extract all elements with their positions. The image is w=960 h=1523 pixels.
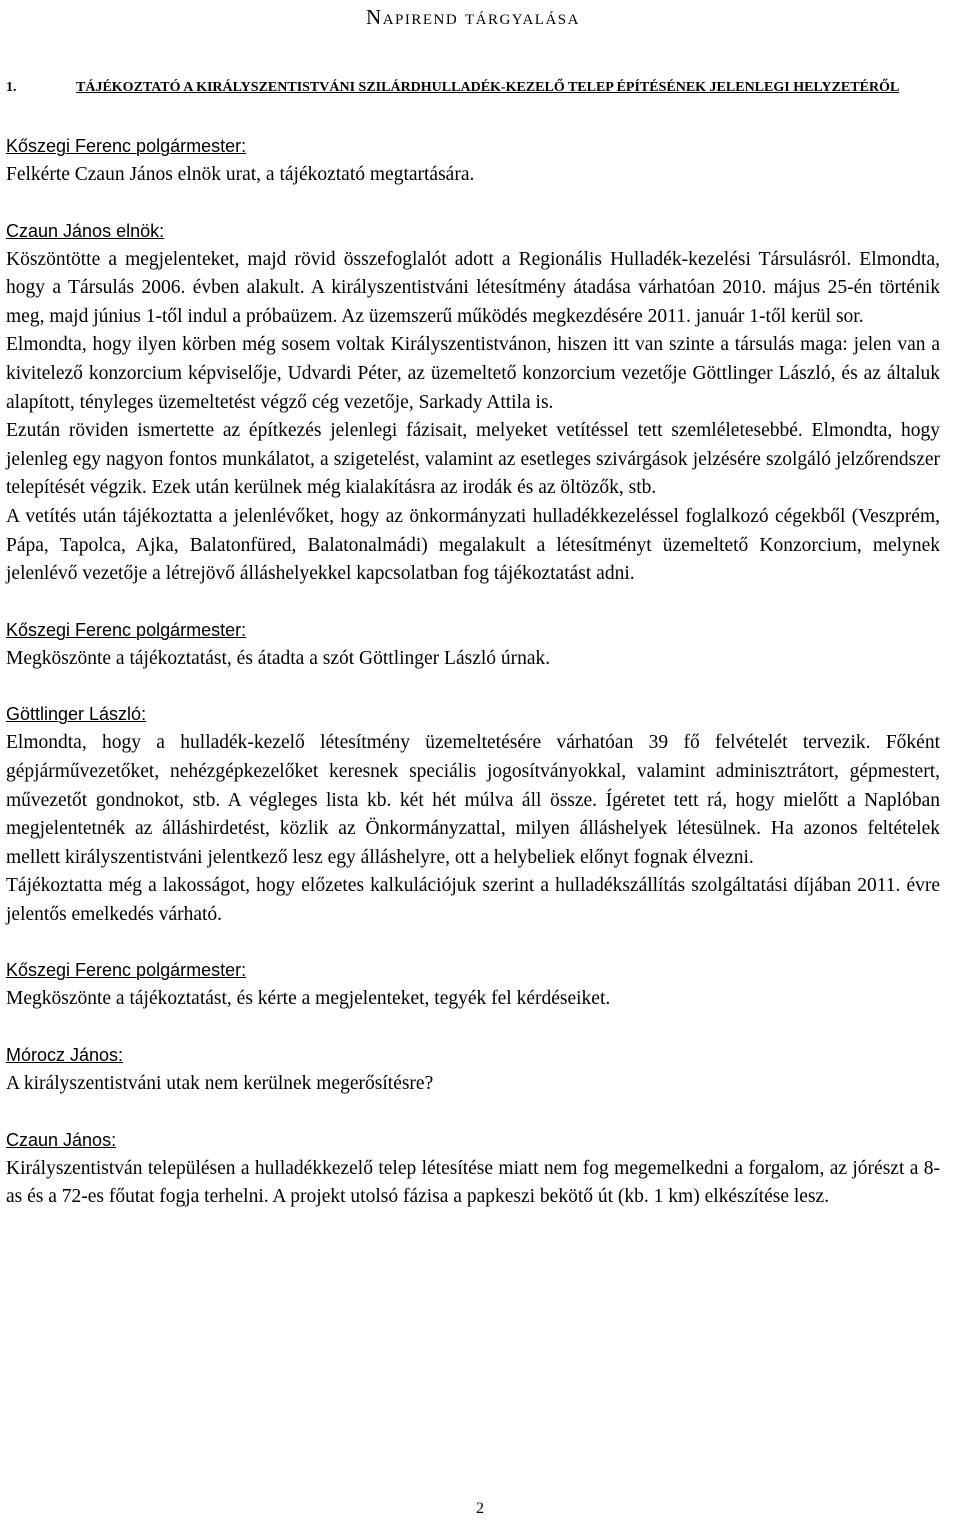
speaker-name: Kőszegi Ferenc polgármester:: [6, 960, 247, 981]
document-page: [6, 0, 940, 1212]
speaker-name: Kőszegi Ferenc polgármester:: [6, 136, 247, 156]
speaker-section: [6, 956, 940, 1014]
speech-paragraph: Ezután röviden ismertette az építkezés jelenlegi fázisait, melyeket vetítéssel tett szemléletesebbé. Elmondta, hogy jelenleg egy nagyon fontos munkálatot, a szigetelést, valamint az esetleges szivárgások jelzésére szolgáló jelzőrendszer telepítését végzik. Ezek után kerülnek még kialakításra az irodák és az öltözők, stb.: [6, 420, 940, 499]
speech-paragraph: Tájékoztatta még a lakosságot, hogy előzetes kalkulációjuk szerint a hulladékszállítás szolgáltatási díjában 2011. évre jelentős emelkedés várható.: [6, 875, 940, 925]
document-title: Napirend tárgyalása: [366, 5, 580, 29]
speaker-name: Czaun János:: [6, 1129, 117, 1150]
speaker-section: [6, 217, 940, 589]
speech-paragraph: Megköszönte a tájékoztatást, és kérte a megjelenteket, tegyék fel kérdéseiket.: [6, 988, 611, 1010]
speaker-section: [6, 616, 940, 674]
speaker-section: [6, 1041, 940, 1099]
speech-paragraph: Megköszönte a tájékoztatást, és átadta a szót Göttlinger László úrnak.: [6, 647, 551, 669]
speech-paragraph: Elmondta, hogy a hulladék-kezelő létesítmény üzemeltetésére várhatóan 39 fő felvételét tervezik. Főként gépjárművezetőket, nehézgépkezelőket keresnek speciális jogosítványokkal, valamint adminisztrátort, gépmestert, művezetőt gondnokot, stb. A végleges lista kb. két hét múlva áll össze. Ígéretet tett rá, hogy mielőtt a Naplóban megjelentetnék az álláshirdetést, közlik az Önkormányzattal, milyen álláshelyek létesülnek. Ha azonos feltételek mellett királyszentistváni jelentkező lesz egy álláshelyre, ott a helybeliek előnyt fognak élvezni.: [6, 732, 940, 868]
speech-paragraph: A vetítés után tájékoztatta a jelenlévőket, hogy az önkormányzati hulladékkezeléssel foglalkozó cégekből (Veszprém, Pápa, Tapolca, Ajka, Balatonfüred, Balatonalmádi) megalakult a létesítményt üzemeltető Konzorcium, melynek jelenlévő vezetője a létrejövő álláshelyekkel kapcsolatban fog tájékoztatást adni.: [6, 505, 940, 585]
speech-paragraph: Elmondta, hogy ilyen körben még sosem voltak Királyszentistvánon, hiszen itt van szinte a társulás maga: jelen van a kivitelező konzorcium képviselője, Udvardi Péter, az üzemeltető konzorcium vezetője Göttlinger László, és az általuk alapított, tényleges üzemeltetést végző cég vezetője, Sarkady Attila is.: [6, 334, 940, 413]
minutes-body: [6, 132, 940, 1212]
page-number: 2: [476, 1500, 484, 1517]
speaker-name: Mórocz János:: [6, 1045, 124, 1066]
speech-paragraph: Köszöntötte a megjelenteket, majd rövid összefoglalót adott a Regionális Hulladék-kezelési Társulásról. Elmondta, hogy a Társulás 2006. évben alakult. A királyszentistváni létesítmény átadása várhatóan 2010. május 25-én történik meg, majd június 1-től indul a próbaüzem. Az üzemszerű működés megkezdésére 2011. január 1-től kerül sor.: [6, 248, 940, 327]
speech-paragraph: Királyszentistván településen a hulladékkezelő telep létesítése miatt nem fog megemelkedni a forgalom, az jórészt a 8-as és a 72-es főutat fogja terhelni. A projekt utolsó fázisa a papkeszi bekötő út (kb. 1 km) elkészítése lesz.: [6, 1157, 940, 1208]
speech-paragraph: Felkérte Czaun János elnök urat, a tájékoztató megtartására.: [6, 164, 475, 185]
speaker-section: [6, 700, 940, 929]
speaker-section: [6, 132, 940, 190]
agenda-item-heading: [6, 74, 940, 102]
speaker-name: Czaun János elnök:: [6, 220, 165, 241]
speech-paragraph: A királyszentistváni utak nem kerülnek megerősítésre?: [6, 1073, 434, 1095]
agenda-item-title: TÁJÉKOZTATÓ A KIRÁLYSZENTISTVÁNI SZILÁRDHULLADÉK-KEZELŐ TELEP ÉPÍTÉSÉNEK JELENLEGI HELYZETÉRŐL: [76, 80, 900, 95]
speaker-name: Kőszegi Ferenc polgármester:: [6, 619, 247, 640]
speaker-section: [6, 1126, 940, 1212]
speaker-name: Göttlinger László:: [6, 704, 147, 725]
agenda-item-number: 1.: [6, 80, 17, 95]
